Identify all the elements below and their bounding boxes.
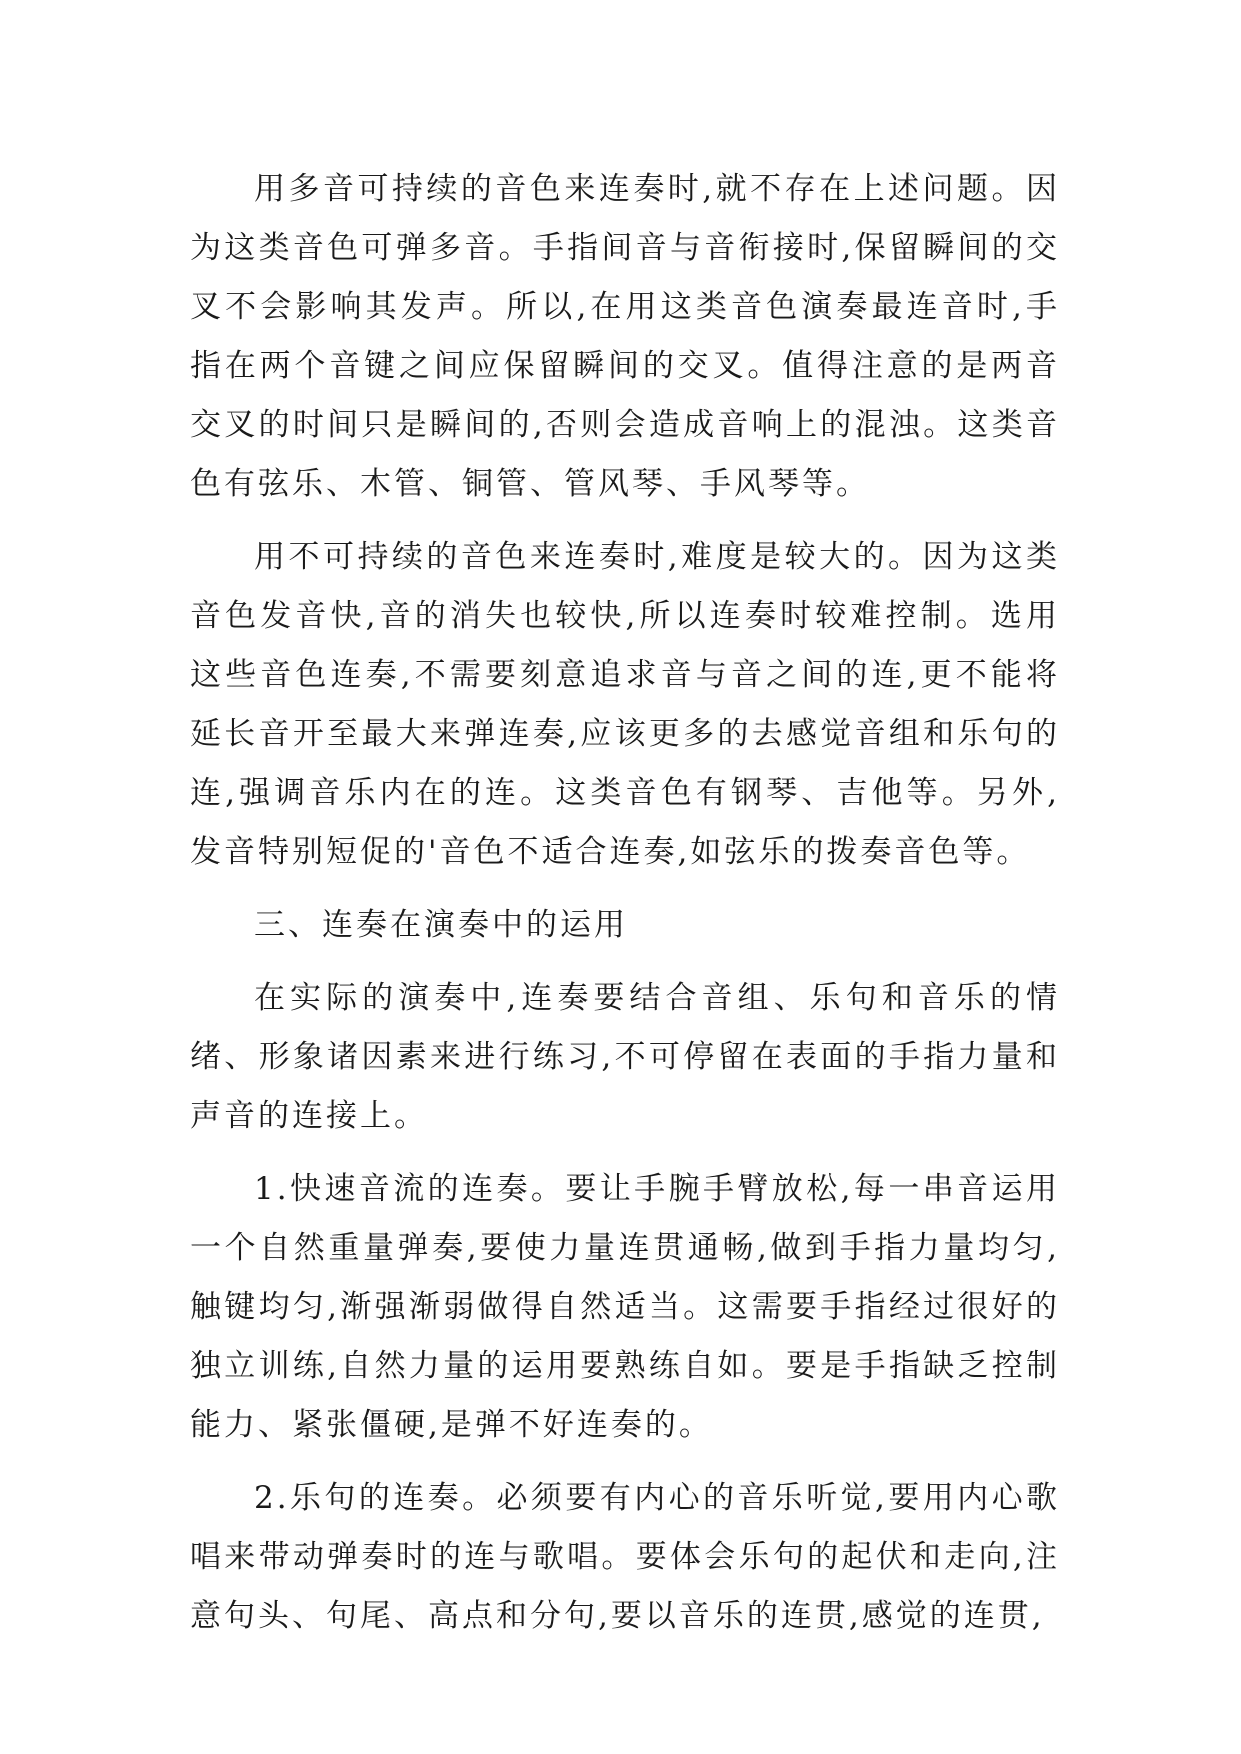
paragraph-fast-passage: 1.快速音流的连奏。要让手腕手臂放松,每一串音运用一个自然重量弹奏,要使力量连贯通畅,做到手指力量均匀,触键均匀,渐强渐弱做得自然适当。这需要手指经过很好的独立训练,自然力量的运用要熟练自如。要是手指缺乏控制能力、紧张僵硬,是弹不好连奏的。 bbox=[190, 1171, 1060, 1443]
paragraph-phrase-legato: 2.乐句的连奏。必须要有内心的音乐听觉,要用内心歌唱来带动弹奏时的连与歌唱。要体会乐句的起伏和走向,注意句头、句尾、高点和分句,要以音乐的连贯,感觉的连贯, bbox=[190, 1480, 1060, 1634]
document-body bbox=[190, 160, 1060, 1660]
paragraph-practice-intro: 在实际的演奏中,连奏要结合音组、乐句和音乐的情绪、形象诸因素来进行练习,不可停留在表面的手指力量和声音的连接上。 bbox=[190, 980, 1060, 1134]
section-heading: 三、连奏在演奏中的运用 bbox=[254, 907, 628, 943]
paragraph-non-sustained-timbre: 用不可持续的音色来连奏时,难度是较大的。因为这类音色发音快,音的消失也较快,所以连奏时较难控制。选用这些音色连奏,不需要刻意追求音与音之间的连,更不能将延长音开至最大来弹连奏,应该更多的去感觉音组和乐句的连,强调音乐内在的连。这类音色有钢琴、吉他等。另外,发音特别短促的'音色不适合连奏,如弦乐的拨奏音色等。 bbox=[190, 539, 1060, 870]
paragraph-sustained-timbre: 用多音可持续的音色来连奏时,就不存在上述问题。因为这类音色可弹多音。手指间音与音衔接时,保留瞬间的交叉不会影响其发声。所以,在用这类音色演奏最连音时,手指在两个音键之间应保留瞬间的交叉。值得注意的是两音交叉的时间只是瞬间的,否则会造成音响上的混浊。这类音色有弦乐、木管、铜管、管风琴、手风琴等。 bbox=[190, 171, 1060, 502]
